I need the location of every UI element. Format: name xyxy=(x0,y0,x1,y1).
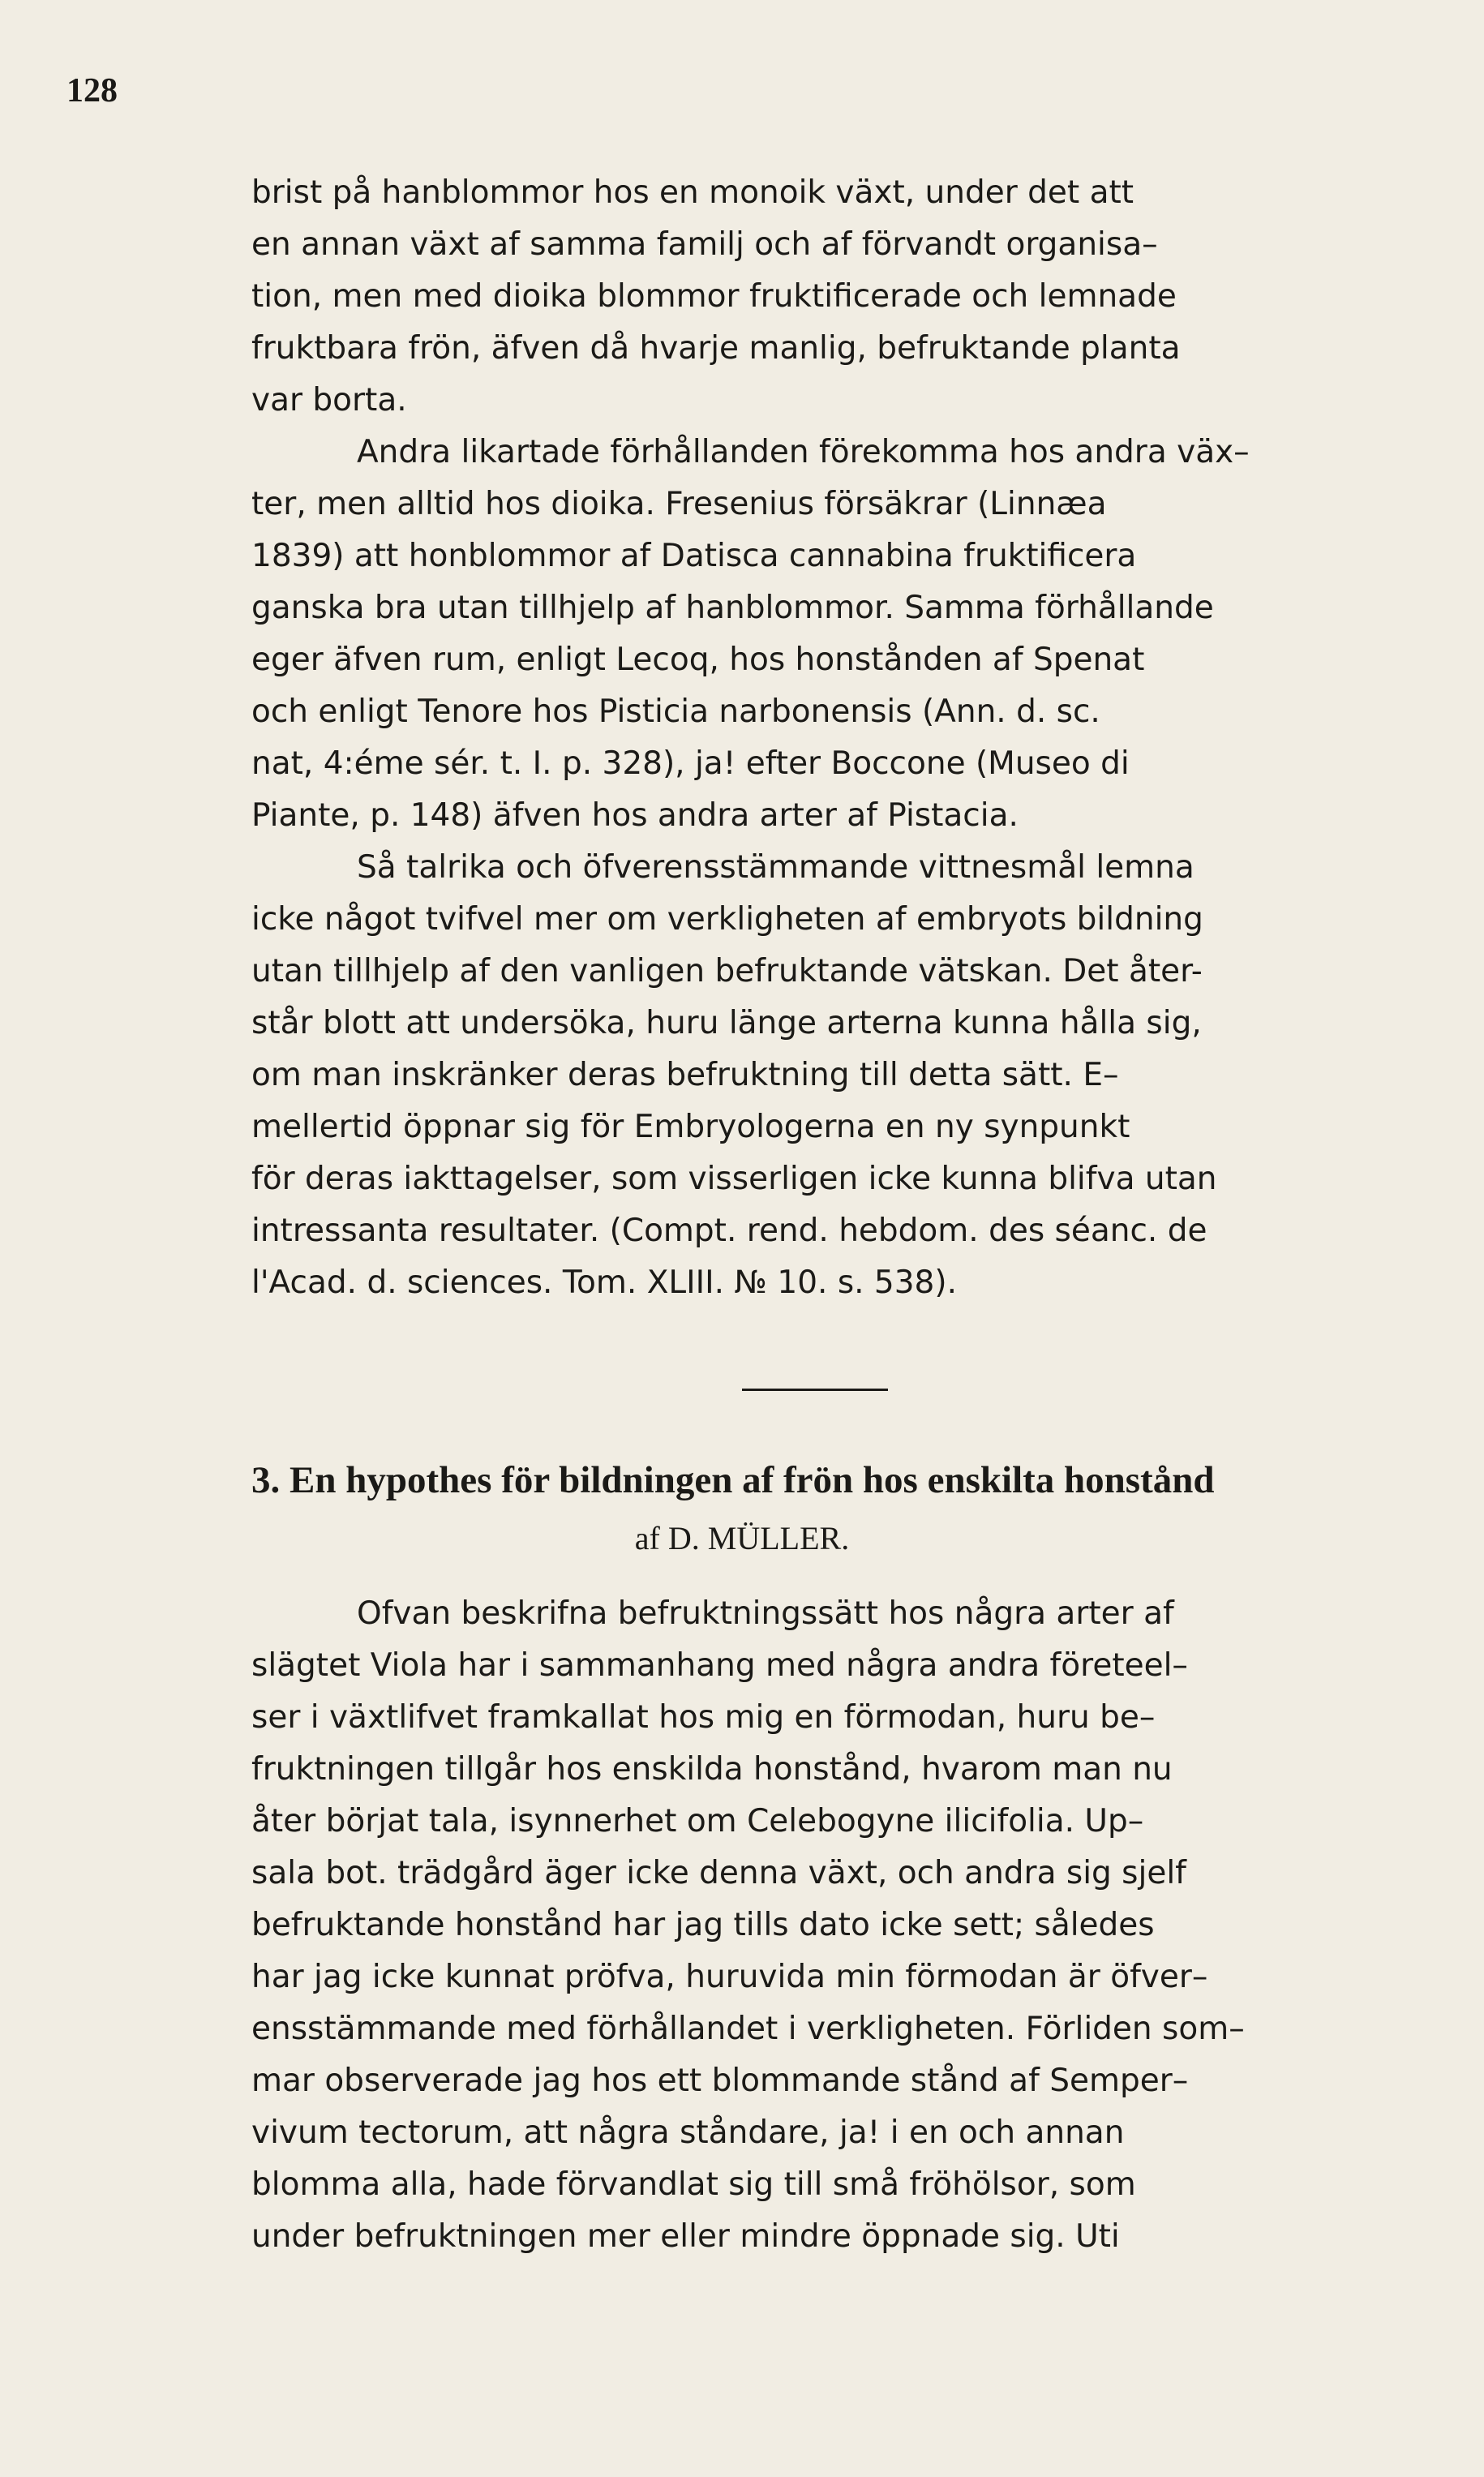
text-line: står blott att undersöka, huru länge arterna kunna hålla sig, xyxy=(251,1005,1202,1041)
author-byline: af D. MÜLLER. xyxy=(634,1520,850,1556)
text-line: ter, men alltid hos dioika. Fresenius försäkrar (Linnæa xyxy=(251,486,1107,522)
text-line: fruktningen tillgår hos enskilda honstånd, hvarom man nu xyxy=(251,1751,1173,1788)
text-line: var borta. xyxy=(251,382,407,419)
text-line: och enligt Tenore hos Pisticia narbonensis (Ann. d. sc. xyxy=(251,693,1100,730)
text-line: tion, men med dioika blommor fruktificerade och lemnade xyxy=(251,278,1177,315)
text-line: Så talrika och öfverensstämmande vittnesmål lemna xyxy=(357,849,1194,886)
text-line: sala bot. trädgård äger icke denna växt, och andra sig sjelf xyxy=(251,1855,1186,1891)
text-line: ganska bra utan tillhjelp af hanblommor. Samma förhållande xyxy=(251,590,1214,626)
text-line: Piante, p. 148) äfven hos andra arter af Pistacia. xyxy=(251,797,1019,834)
text-line: ensstämmande med förhållandet i verkligheten. Förliden som– xyxy=(251,2011,1245,2047)
text-line: Andra likartade förhållanden förekomma hos andra väx– xyxy=(357,434,1250,470)
text-line: l'Acad. d. sciences. Tom. XLIII. № 10. s. 538). xyxy=(251,1264,957,1301)
text-line: för deras iakttagelser, som visserligen icke kunna blifva utan xyxy=(251,1161,1217,1197)
text-line: fruktbara frön, äfven då hvarje manlig, befruktande planta xyxy=(251,330,1181,367)
text-line: brist på hanblommor hos en monoik växt, under det att xyxy=(251,174,1134,211)
text-line: mellertid öppnar sig för Embryologerna en ny synpunkt xyxy=(251,1109,1130,1145)
text-line: en annan växt af samma familj och af förvandt organisa– xyxy=(251,226,1158,263)
text-line: om man inskränker deras befruktning till detta sätt. E– xyxy=(251,1057,1119,1093)
text-line: mar observerade jag hos ett blommande stånd af Semper– xyxy=(251,2063,1189,2099)
text-line: under befruktningen mer eller mindre öppnade sig. Uti xyxy=(251,2218,1120,2255)
text-line: utan tillhjelp af den vanligen befruktande vätskan. Det åter- xyxy=(251,953,1203,990)
text-line: Ofvan beskrifna befruktningssätt hos några arter af xyxy=(357,1595,1174,1632)
text-line: har jag icke kunnat pröfva, huruvida min förmodan är öfver– xyxy=(251,1959,1208,1995)
text-line: intressanta resultater. (Compt. rend. hebdom. des séanc. de xyxy=(251,1213,1207,1249)
text-line: eger äfven rum, enligt Lecoq, hos honstånden af Spenat xyxy=(251,642,1145,678)
text-line: befruktande honstånd har jag tills dato icke sett; således xyxy=(251,1907,1155,1943)
text-line: 1839) att honblommor af Datisca cannabina fruktificera xyxy=(251,538,1137,574)
section-heading: 3. En hypothes för bildningen af frön hos enskilta honstånd xyxy=(251,1459,1215,1501)
text-line: vivum tectorum, att några ståndare, ja! i en och annan xyxy=(251,2114,1125,2151)
text-line: slägtet Viola har i sammanhang med några andra företeel– xyxy=(251,1647,1188,1684)
text-line: åter börjat tala, isynnerhet om Celebogyne ilicifolia. Up– xyxy=(251,1803,1144,1840)
page-number: 128 xyxy=(66,72,118,109)
text-line: blomma alla, hade förvandlat sig till små fröhölsor, som xyxy=(251,2166,1136,2203)
text-line: icke något tvifvel mer om verkligheten af embryots bildning xyxy=(251,901,1203,938)
section-divider xyxy=(742,1389,888,1391)
text-line: nat, 4:éme sér. t. I. p. 328), ja! efter Boccone (Museo di xyxy=(251,745,1130,782)
text-line: ser i växtlifvet framkallat hos mig en förmodan, huru be– xyxy=(251,1699,1156,1736)
